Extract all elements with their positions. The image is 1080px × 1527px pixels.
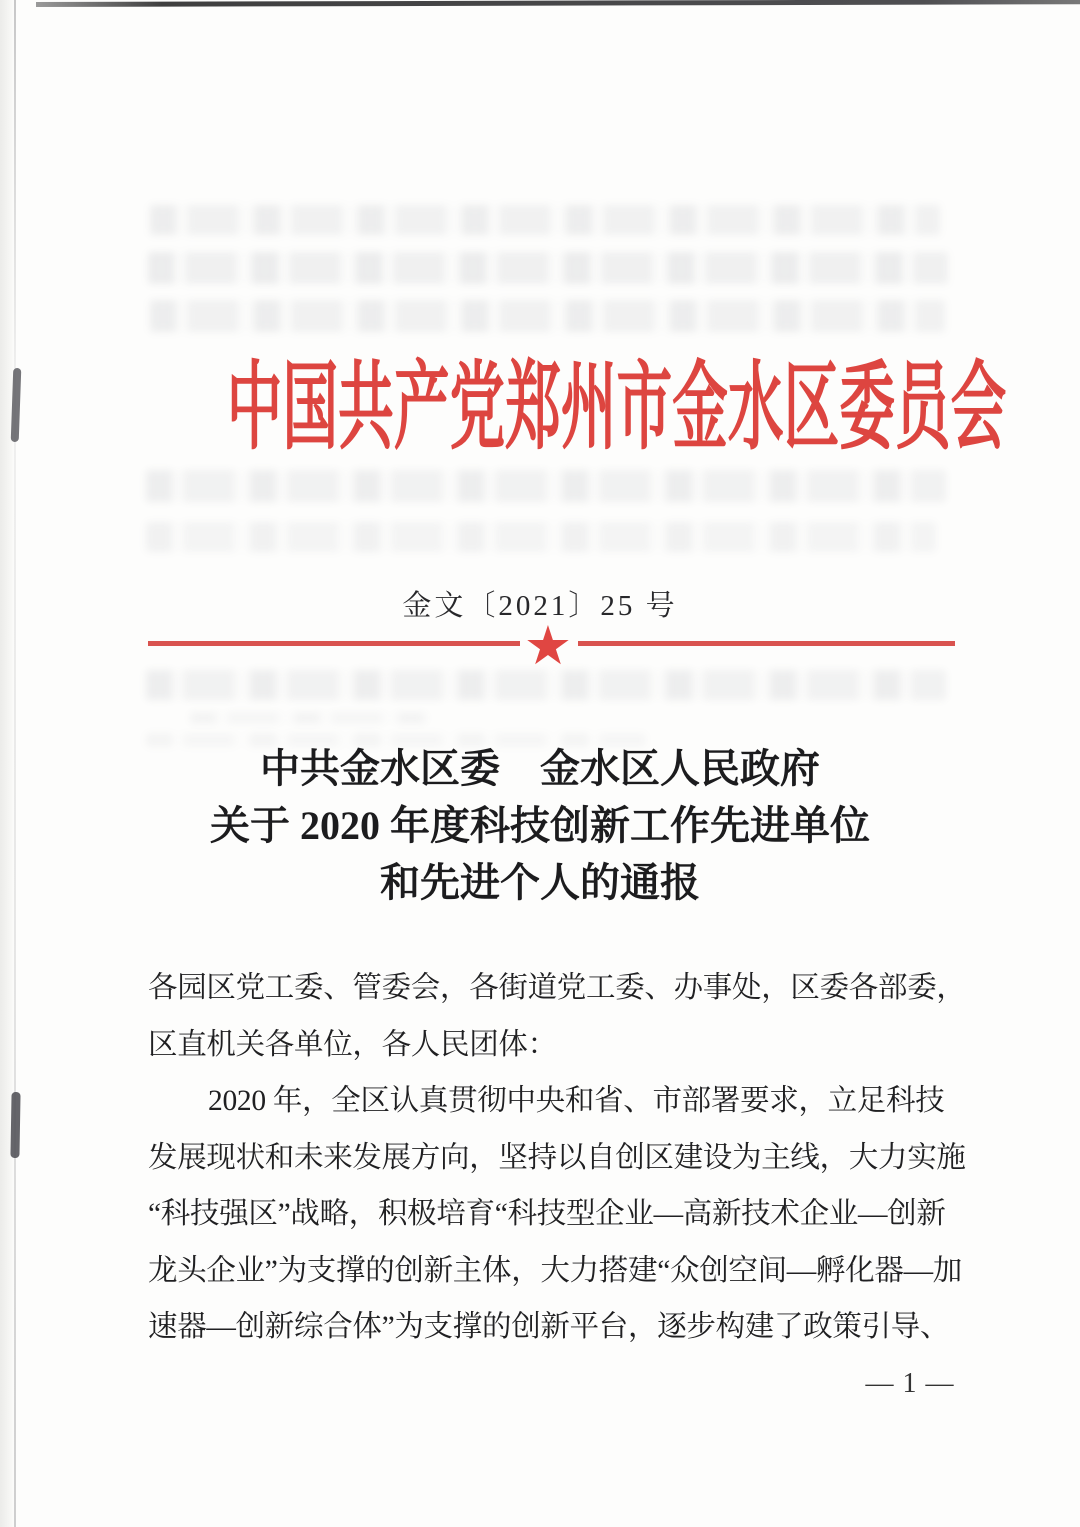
red-rule-right-segment (578, 641, 955, 646)
bleedthrough-smudge (150, 300, 945, 332)
bleedthrough-smudge (148, 252, 948, 284)
document-number: 金文〔2021〕25 号 (402, 590, 678, 622)
document-body (148, 960, 966, 1356)
body-line: 2020 年，全区认真贯彻中央和省、市部署要求，立足科技 (208, 1085, 945, 1117)
document-title-line: 中共金水区委 金水区人民政府 (260, 746, 820, 791)
bleedthrough-smudge (150, 205, 940, 235)
binding-staple-mark (11, 368, 22, 442)
bleedthrough-smudge (146, 470, 946, 502)
binding-staple-mark (10, 1092, 20, 1158)
scan-top-edge-line (36, 0, 1080, 7)
issuer-letterhead-title: 中国共产党郑州市金水区委员会 (226, 354, 1007, 461)
document-title (0, 740, 1080, 911)
document-title-line: 关于 2020 年度科技创新工作先进单位 (210, 803, 870, 848)
page-number: — 1 — (865, 1368, 955, 1399)
body-line: 龙头企业”为支撑的创新主体，大力搭建“众创空间—孵化器—加 (148, 1254, 962, 1287)
bleedthrough-smudge (190, 712, 430, 724)
body-line: 发展现状和未来发展方向，坚持以自创区建设为主线，大力实施 (148, 1141, 966, 1174)
red-star-icon: ★ (523, 614, 573, 677)
body-line: “科技强区”战略，积极培育“科技型企业—高新技术企业—创新 (148, 1198, 946, 1230)
salutation-line: 各园区党工委、管委会，各街道党工委、办事处，区委各部委， (148, 972, 966, 1004)
body-line: 速器—创新综合体”为支撑的创新平台，逐步构建了政策引导、 (148, 1311, 950, 1343)
salutation-line: 区直机关各单位，各人民团体： (148, 1028, 557, 1061)
document-title-line: 和先进个人的通报 (380, 860, 700, 905)
red-rule-left-segment (148, 641, 520, 646)
bleedthrough-smudge (146, 522, 936, 552)
